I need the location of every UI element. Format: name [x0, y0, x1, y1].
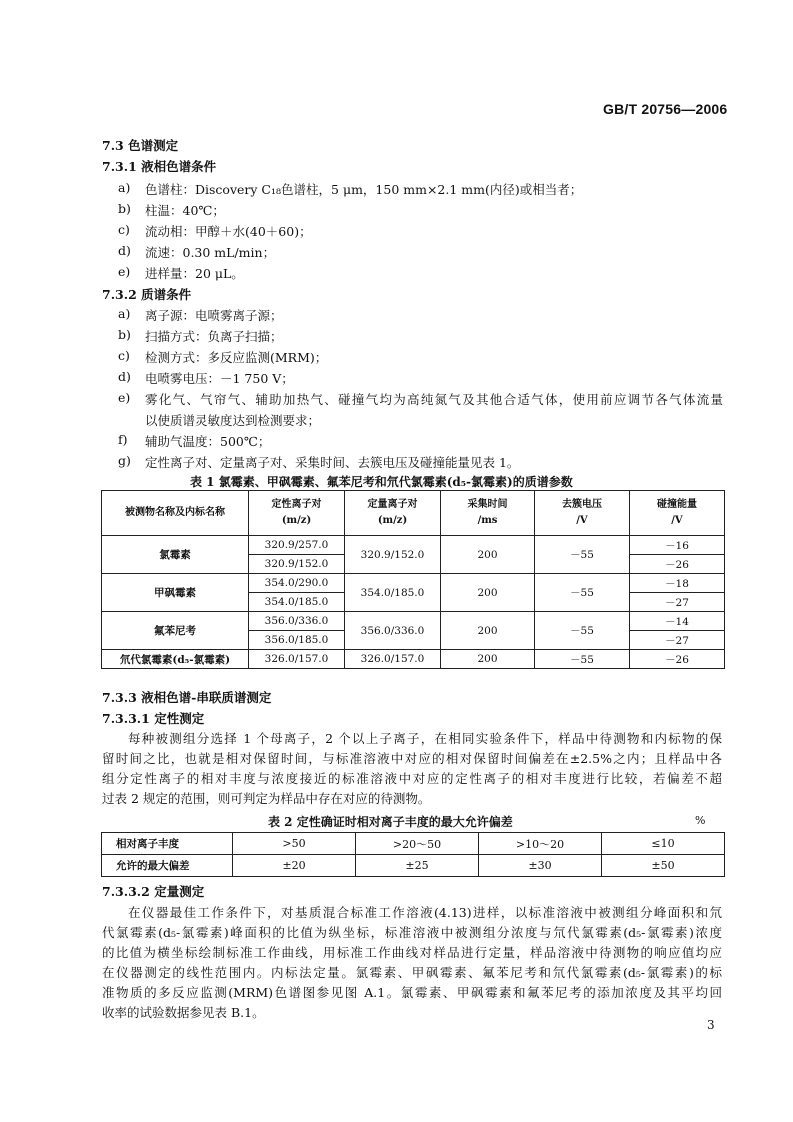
- list-item-text: 电喷雾电压：－1 750 V；: [145, 371, 294, 386]
- table-row: [102, 833, 725, 855]
- list-item-text-continued: 以使质谱灵敏度达到检测要求；: [145, 413, 321, 428]
- qualitative-ion-pair: 320.9/257.0: [249, 536, 345, 555]
- paragraph-line: 过表 2 规定的范围，则可判定为样品中存在对应的待测物。: [102, 791, 431, 806]
- list-item-mark: a): [118, 180, 131, 195]
- paragraph-line: 收率的试验数据参见表 B.1。: [102, 1005, 265, 1020]
- list-item-text: 柱温：40℃；: [145, 203, 225, 218]
- section-7-3-3-1-title: 7.3.3.1 定性测定: [102, 711, 205, 726]
- paragraph-line: 留时间之比，也就是相对保留时间，与标准溶液中对应的相对保留时间偏差在±2.5%之内；且样品中各: [102, 751, 722, 766]
- list-item-text: 辅助气温度：500℃；: [145, 434, 271, 449]
- acquisition-time: 200: [441, 612, 535, 650]
- table-row: [102, 574, 725, 593]
- table-1: [101, 490, 725, 669]
- qualitative-ion-pair: 356.0/336.0: [249, 612, 345, 631]
- table-cell: ±25: [356, 855, 479, 877]
- paragraph-line: 的比值为横坐标绘制标准工作曲线，用标准工作曲线对样品进行定量，样品溶液中待测物的响应值均应: [102, 945, 722, 960]
- paragraph-line: 准物质的多反应监测(MRM)色谱图参见图 A.1。氯霉素、甲砜霉素和氟苯尼考的添加浓度及其平均回: [102, 985, 722, 1000]
- table-header-row: [102, 491, 725, 536]
- paragraph-line: 在仪器测定的线性范围内。内标法定量。氯霉素、甲砜霉素、氟苯尼考和氘代氯霉素(d₅-氯霉素)的标: [102, 965, 722, 980]
- quantitative-ion-pair: 356.0/336.0: [345, 612, 441, 650]
- section-7-3-1-title: 7.3.1 液相色谱条件: [102, 159, 217, 174]
- paragraph-line: 每种被测组分选择 1 个母离子，2 个以上子离子，在相同实验条件下，样品中待测物和内标物的保: [128, 731, 722, 746]
- paragraph-line: 在仪器最佳工作条件下，对基质混合标准工作溶液(4.13)进样，以标准溶液中被测组分峰面积和氘: [128, 905, 722, 920]
- table-cell: ±30: [479, 855, 602, 877]
- analyte-name: 氯霉素: [102, 536, 249, 574]
- list-item-mark: d): [118, 243, 131, 258]
- table-1-caption: 表 1 氯霉素、甲砜霉素、氟苯尼考和氘代氯霉素(d₅-氯霉素)的质谱参数: [190, 475, 573, 489]
- list-item-text: 检测方式：多反应监测(MRM)；: [145, 350, 328, 365]
- list-item-text: 色谱柱：Discovery C₁₈色谱柱，5 μm，150 mm×2.1 mm(内径)或相当者；: [145, 182, 583, 197]
- table-2: [101, 832, 725, 877]
- list-item-mark: b): [118, 327, 131, 342]
- table-cell: >10～20: [479, 833, 602, 855]
- table-cell: ±20: [233, 855, 356, 877]
- list-item-text: 流速：0.30 mL/min；: [145, 245, 276, 260]
- list-item-mark: g): [118, 453, 131, 468]
- quantitative-ion-pair: 326.0/157.0: [345, 650, 441, 669]
- collision-energy: －14: [630, 612, 725, 631]
- acquisition-time: 200: [441, 536, 535, 574]
- list-item-text: 雾化气、气帘气、辅助加热气、碰撞气均为高纯氮气及其他合适气体，使用前应调节各气体流量: [145, 392, 723, 407]
- collision-energy: －27: [630, 631, 725, 650]
- section-7-3-2-title: 7.3.2 质谱条件: [102, 287, 192, 302]
- list-item-text: 离子源：电喷雾离子源；: [145, 308, 283, 323]
- column-header: 定性离子对 (m/z): [249, 491, 345, 536]
- list-item-mark: a): [118, 306, 131, 321]
- declustering-potential: －55: [535, 574, 630, 612]
- list-item-mark: b): [118, 201, 131, 216]
- column-header: 去簇电压 /V: [535, 491, 630, 536]
- collision-energy: －16: [630, 536, 725, 555]
- list-item-text: 流动相：甲醇＋水(40＋60)；: [145, 224, 312, 239]
- acquisition-time: 200: [441, 650, 535, 669]
- collision-energy: －27: [630, 593, 725, 612]
- quantitative-ion-pair: 354.0/185.0: [345, 574, 441, 612]
- column-header: 碰撞能量 /V: [630, 491, 725, 536]
- row-label: 允许的最大偏差: [102, 855, 233, 877]
- table-row: [102, 855, 725, 877]
- list-item-text: 进样量：20 μL。: [145, 266, 244, 281]
- qualitative-ion-pair: 354.0/185.0: [249, 593, 345, 612]
- list-item-mark: d): [118, 369, 131, 384]
- list-item-text: 定性离子对、定量离子对、采集时间、去簇电压及碰撞能量见表 1。: [145, 455, 520, 470]
- column-header: 采集时间 /ms: [441, 491, 535, 536]
- declustering-potential: －55: [535, 650, 630, 669]
- table-cell: >20～50: [356, 833, 479, 855]
- section-7-3-3-2-title: 7.3.3.2 定量测定: [102, 884, 205, 899]
- row-label: 相对离子丰度: [102, 833, 233, 855]
- analyte-name: 氟苯尼考: [102, 612, 249, 650]
- list-item-mark: f): [118, 432, 128, 447]
- section-7-3-3-title: 7.3.3 液相色谱-串联质谱测定: [102, 690, 272, 705]
- table-row: [102, 650, 725, 669]
- analyte-name: 甲砜霉素: [102, 574, 249, 612]
- declustering-potential: －55: [535, 536, 630, 574]
- section-7-3-title: 7.3 色谱测定: [102, 138, 179, 153]
- page-number: 3: [707, 1018, 715, 1032]
- acquisition-time: 200: [441, 574, 535, 612]
- qualitative-ion-pair: 354.0/290.0: [249, 574, 345, 593]
- list-item-mark: e): [118, 264, 131, 279]
- table-cell: ±50: [602, 855, 725, 877]
- qualitative-ion-pair: 326.0/157.0: [249, 650, 345, 669]
- qualitative-paragraph: [102, 729, 722, 809]
- column-header: 被测物名称及内标名称: [102, 491, 249, 536]
- standard-number: GB/T 20756—2006: [603, 101, 728, 117]
- internal-standard-name: 氘代氯霉素(d₅-氯霉素): [102, 650, 249, 669]
- table-row: [102, 536, 725, 555]
- table-cell: >50: [233, 833, 356, 855]
- column-header: 定量离子对 (m/z): [345, 491, 441, 536]
- qualitative-ion-pair: 320.9/152.0: [249, 555, 345, 574]
- collision-energy: －18: [630, 574, 725, 593]
- table-2-unit: %: [695, 814, 706, 827]
- paragraph-line: 代氯霉素(d₅-氯霉素)峰面积的比值为纵坐标，标准溶液中被测组分浓度与氘代氯霉素(d₅-氯霉素)浓度: [102, 925, 722, 940]
- paragraph-line: 组分定性离子的相对丰度与浓度接近的标准溶液中对应的定性离子的相对丰度进行比较，若偏差不超: [102, 771, 722, 786]
- table-2-caption: 表 2 定性确证时相对离子丰度的最大允许偏差: [268, 815, 513, 829]
- list-item-text: 扫描方式：负离子扫描；: [145, 329, 283, 344]
- qualitative-ion-pair: 356.0/185.0: [249, 631, 345, 650]
- collision-energy: －26: [630, 555, 725, 574]
- table-row: [102, 612, 725, 631]
- list-item-mark: e): [118, 390, 131, 405]
- quantitative-paragraph: [102, 903, 722, 1023]
- table-cell: ≤10: [602, 833, 725, 855]
- declustering-potential: －55: [535, 612, 630, 650]
- list-item-mark: c): [118, 348, 130, 363]
- list-item-mark: c): [118, 222, 130, 237]
- collision-energy: －26: [630, 650, 725, 669]
- quantitative-ion-pair: 320.9/152.0: [345, 536, 441, 574]
